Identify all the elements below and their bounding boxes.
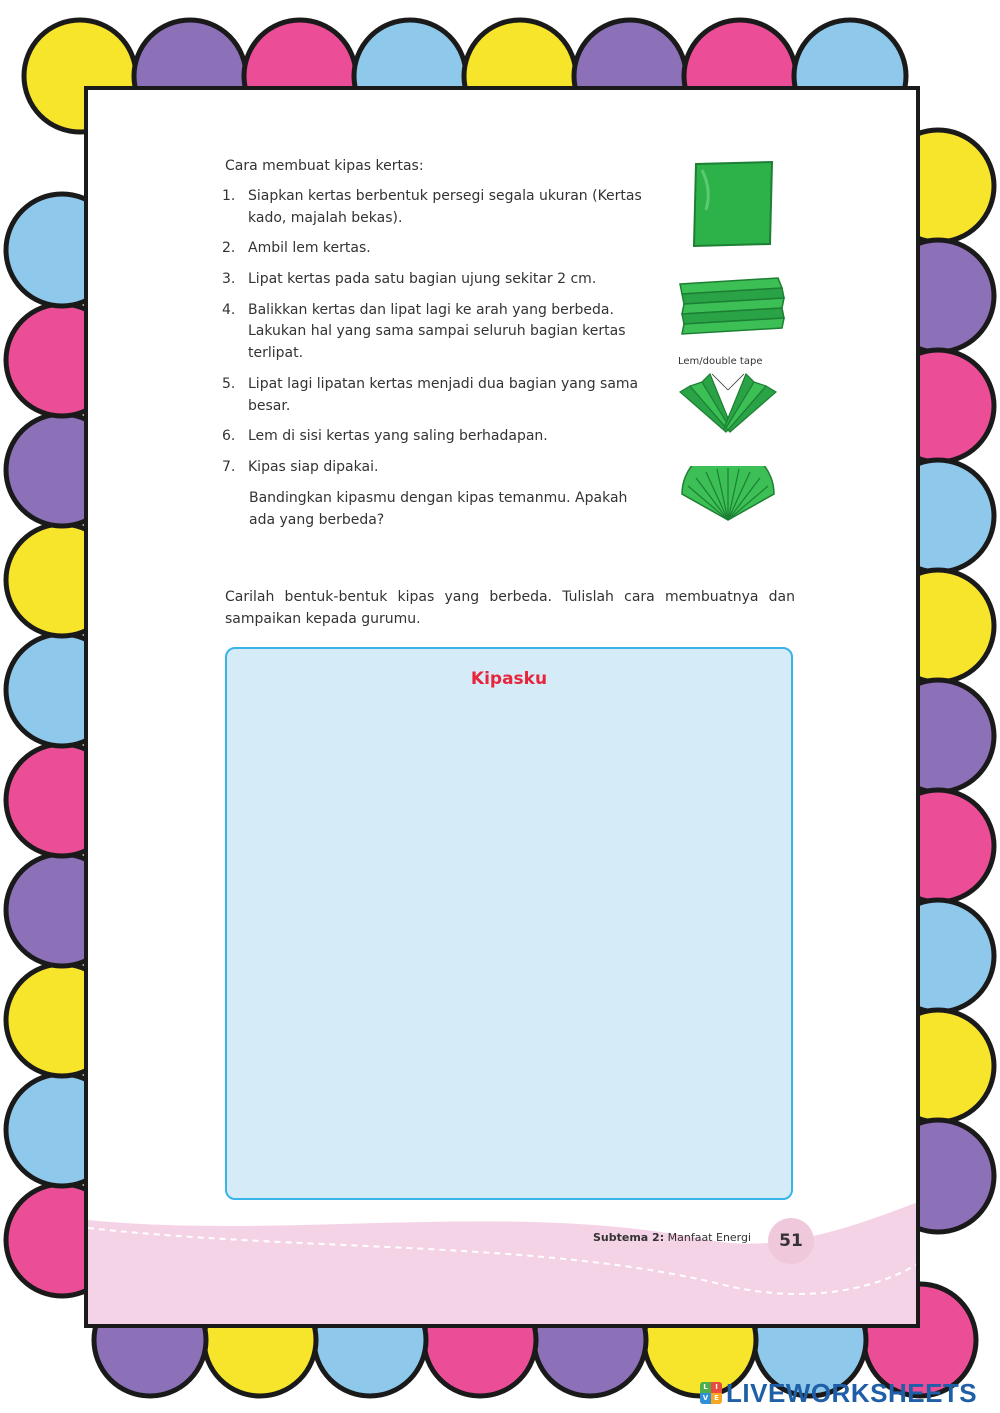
glue-tape-label: Lem/double tape bbox=[678, 356, 763, 367]
footer-subtema: Subtema 2: Manfaat Energi bbox=[593, 1231, 752, 1244]
step-item: 6. Lem di sisi kertas yang saling berhadapan. bbox=[222, 428, 548, 445]
task-instruction: Carilah bentuk-bentuk kipas yang berbeda. Tulislah cara membuatnya dan sampaikan kepada gurumu. bbox=[225, 589, 795, 628]
compare-prompt: Bandingkan kipasmu dengan kipas temanmu. Apakah ada yang berbeda? bbox=[249, 490, 628, 528]
worksheet-page bbox=[84, 86, 920, 1328]
liveworksheets-logo bbox=[700, 1378, 977, 1408]
step-item: 4. Balikkan kertas dan lipat lagi ke arah yang berbeda. Lakukan hal yang sama sampai seluruh bagian kertas terlipat. bbox=[222, 301, 626, 362]
half-fan-illustration bbox=[678, 372, 778, 436]
steps-list bbox=[222, 186, 642, 488]
brand-name: LIVEWORKSHEETS bbox=[726, 1377, 978, 1408]
instructions-heading: Cara membuat kipas kertas: bbox=[225, 158, 424, 174]
step-item: 5. Lipat lagi lipatan kertas menjadi dua bagian yang sama besar. bbox=[222, 375, 639, 414]
square-paper-illustration bbox=[692, 160, 776, 250]
folded-paper-illustration bbox=[678, 276, 788, 336]
step-item: 7. Kipas siap dipakai. bbox=[222, 458, 379, 475]
step-item: 2. Ambil lem kertas. bbox=[222, 240, 371, 257]
brand-badge-icon: L I V E bbox=[700, 1382, 722, 1404]
answer-box[interactable] bbox=[225, 647, 793, 1200]
step-item: 1. Siapkan kertas berbentuk persegi segala ukuran (Kertas kado, majalah bekas). bbox=[222, 188, 642, 226]
finished-fan-illustration bbox=[680, 466, 776, 522]
answer-box-title: Kipasku bbox=[470, 669, 548, 689]
page-number: 51 bbox=[768, 1218, 814, 1264]
step-item: 3. Lipat kertas pada satu bagian ujung sekitar 2 cm. bbox=[222, 271, 597, 288]
